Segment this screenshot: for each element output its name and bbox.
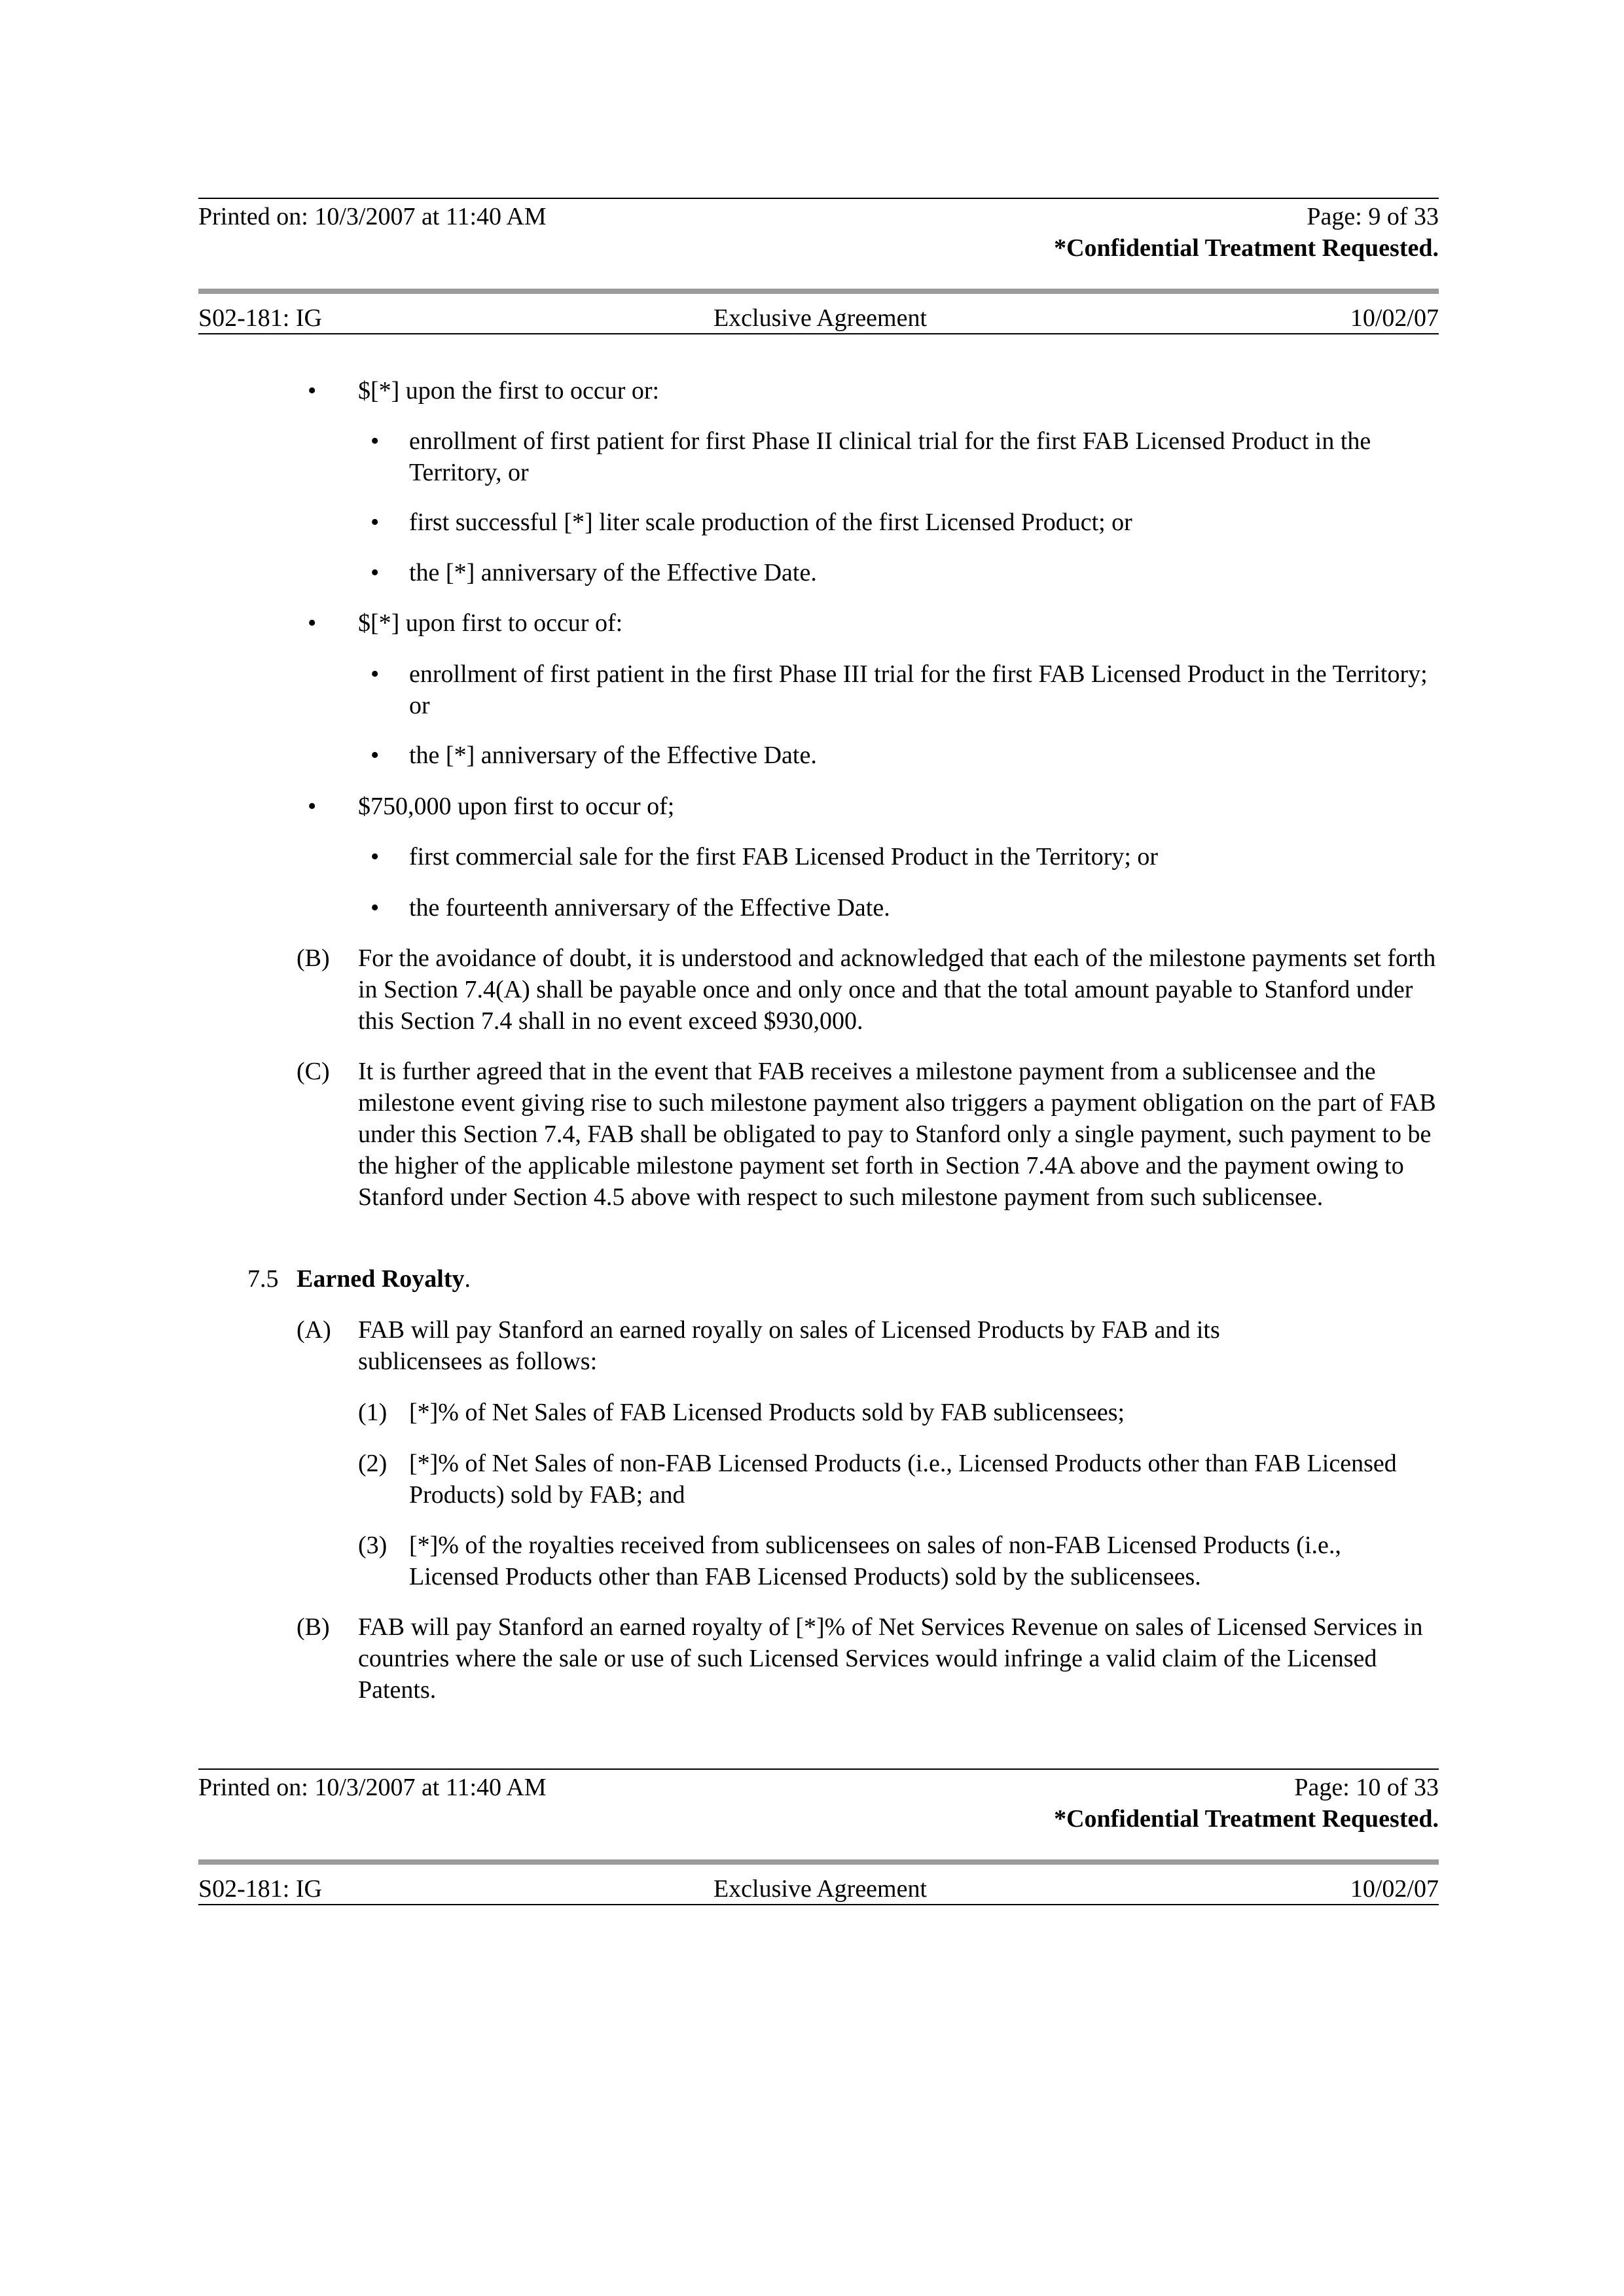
milestone-item: $750,000 upon first to occur of; bbox=[358, 793, 675, 820]
subclause-text: [*]% of the royalties received from sublicensees on sales of non-FAB Licensed Products (i.e., Licensed Products other than FAB Licensed Products) sold by the sublicensees. bbox=[409, 1532, 1341, 1590]
document-date: 10/02/07 bbox=[1350, 304, 1439, 332]
confidential-notice: *Confidential Treatment Requested. bbox=[1054, 1805, 1439, 1833]
section-title-period: . bbox=[464, 1265, 471, 1293]
section-number: 7.5 bbox=[247, 1265, 279, 1293]
bullet-icon: • bbox=[370, 509, 380, 536]
header-separator-bar bbox=[198, 1859, 1439, 1865]
section-title: Earned Royalty bbox=[297, 1265, 465, 1293]
clause-label: (A) bbox=[297, 1316, 331, 1344]
milestone-subitem: first commercial sale for the first FAB Licensed Product in the Territory; or bbox=[409, 843, 1159, 870]
subclause-text: [*]% of Net Sales of non-FAB Licensed Products (i.e., Licensed Products other than FAB Licensed Products) sold by FAB; and bbox=[409, 1450, 1397, 1509]
bullet-icon: • bbox=[370, 559, 380, 586]
header-bottom-rule bbox=[198, 333, 1439, 334]
confidential-notice: *Confidential Treatment Requested. bbox=[1054, 234, 1439, 262]
milestone-item: $[*] upon first to occur of: bbox=[358, 609, 623, 637]
document-id: S02-181: IG bbox=[198, 304, 322, 332]
milestone-subitem: enrollment of first patient in the first Phase III trial for the first FAB Licensed Product in the Territory; or bbox=[409, 660, 1428, 719]
bullet-icon: • bbox=[308, 377, 317, 404]
milestone-subitem: the [*] anniversary of the Effective Date. bbox=[409, 559, 817, 586]
header-bottom-rule bbox=[198, 1904, 1439, 1905]
printed-on-label: Printed on: 10/3/2007 at 11:40 AM bbox=[198, 1774, 547, 1801]
printed-on-label: Printed on: 10/3/2007 at 11:40 AM bbox=[198, 203, 547, 230]
clause-label: (B) bbox=[297, 944, 330, 972]
milestone-subitem: enrollment of first patient for first Phase II clinical trial for the first FAB Licensed Product in the Territory, or bbox=[409, 427, 1371, 486]
document-title: Exclusive Agreement bbox=[713, 304, 928, 332]
document-title: Exclusive Agreement bbox=[713, 1875, 928, 1903]
bullet-icon: • bbox=[370, 843, 380, 870]
milestone-subitem: first successful [*] liter scale production of the first Licensed Product; or bbox=[409, 509, 1132, 536]
clause-text: FAB will pay Stanford an earned royalty of [*]% of Net Services Revenue on sales of Licensed Services in countries where the sale or use of such Licensed Services would infringe a valid claim of the Licensed Patents. bbox=[358, 1613, 1423, 1704]
bullet-icon: • bbox=[308, 609, 317, 637]
bullet-icon: • bbox=[370, 660, 380, 688]
milestone-subitem: the fourteenth anniversary of the Effective Date. bbox=[409, 894, 890, 922]
clause-text: FAB will pay Stanford an earned royally on sales of Licensed Products by FAB and its sublicensees as follows: bbox=[358, 1316, 1220, 1375]
clause-label: (C) bbox=[297, 1058, 330, 1085]
bullet-icon: • bbox=[308, 793, 317, 820]
page-number: Page: 9 of 33 bbox=[1307, 203, 1439, 230]
bullet-icon: • bbox=[370, 742, 380, 769]
bullet-icon: • bbox=[370, 894, 380, 922]
document-date: 10/02/07 bbox=[1350, 1875, 1439, 1903]
milestone-item: $[*] upon the first to occur or: bbox=[358, 377, 660, 404]
header-top-rule bbox=[198, 198, 1439, 199]
subclause-text: [*]% of Net Sales of FAB Licensed Products sold by FAB sublicensees; bbox=[409, 1399, 1125, 1426]
header-separator-bar bbox=[198, 289, 1439, 294]
subclause-label: (1) bbox=[358, 1399, 388, 1426]
clause-text: For the avoidance of doubt, it is understood and acknowledged that each of the milestone payments set forth in Section 7.4(A) shall be payable once and only once and that the total amount payable to Stanford under this Section 7.4 shall in no event exceed $930,000. bbox=[358, 944, 1436, 1035]
subclause-label: (2) bbox=[358, 1450, 388, 1477]
subclause-label: (3) bbox=[358, 1532, 388, 1559]
milestone-subitem: the [*] anniversary of the Effective Date. bbox=[409, 742, 817, 769]
bullet-icon: • bbox=[370, 427, 380, 455]
header-top-rule bbox=[198, 1768, 1439, 1770]
section-heading bbox=[297, 1263, 471, 1295]
clause-label: (B) bbox=[297, 1613, 330, 1641]
document-id: S02-181: IG bbox=[198, 1875, 322, 1903]
page-number: Page: 10 of 33 bbox=[1294, 1774, 1439, 1801]
clause-text: It is further agreed that in the event that FAB receives a milestone payment from a sublicensee and the milestone event giving rise to such milestone payment also triggers a payment obligation on the part of FAB under this Section 7.4, FAB shall be obligated to pay to Stanford only a single payment, such payment to be the higher of the applicable milestone payment set forth in Section 7.4A above and the payment owing to Stanford under Section 4.5 above with respect to such milestone payment from such sublicensee. bbox=[358, 1058, 1436, 1211]
